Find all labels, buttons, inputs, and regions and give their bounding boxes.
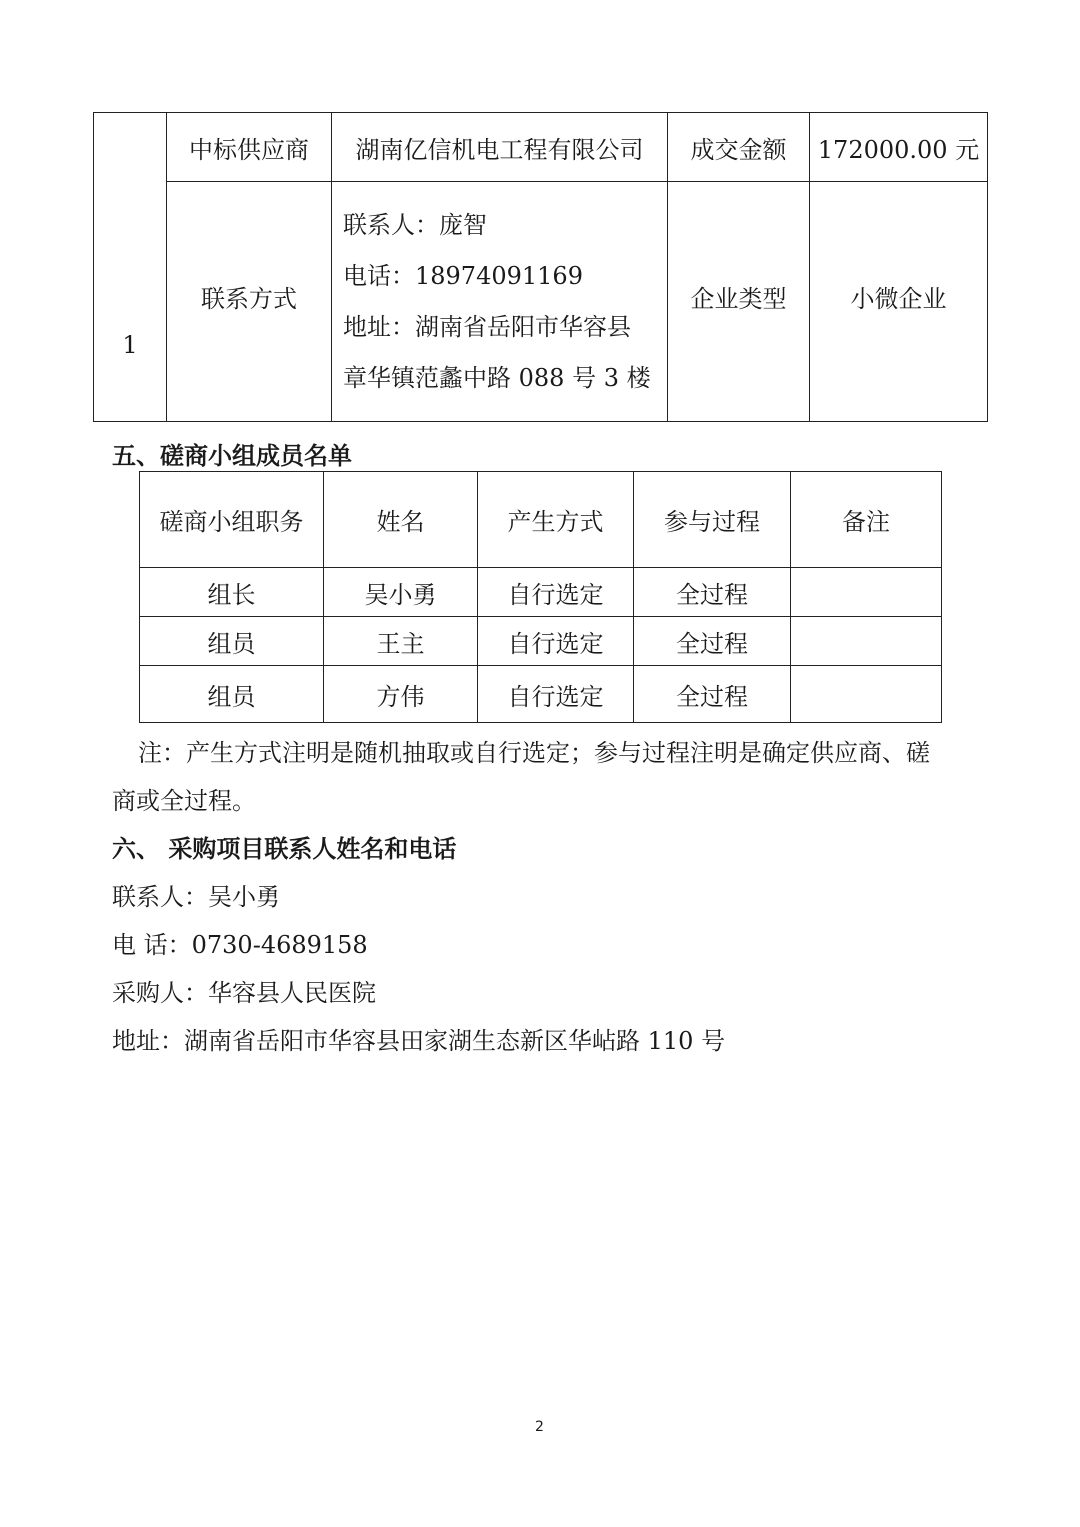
cell-role: 组员 bbox=[140, 666, 324, 723]
note-line1: 注：产生方式注明是随机抽取或自行选定；参与过程注明是确定供应商、磋 bbox=[138, 739, 930, 767]
contact-details bbox=[332, 182, 668, 422]
row-index: 1 bbox=[94, 113, 167, 422]
project-contact: 联系人：吴小勇 bbox=[112, 883, 280, 911]
cell-name: 王主 bbox=[324, 617, 478, 666]
table-row bbox=[140, 617, 942, 666]
section5-heading: 五、磋商小组成员名单 bbox=[112, 441, 352, 470]
cell-process: 全过程 bbox=[634, 568, 791, 617]
cell-name: 方伟 bbox=[324, 666, 478, 723]
cell-name: 吴小勇 bbox=[324, 568, 478, 617]
header-role: 磋商小组职务 bbox=[140, 472, 324, 568]
page-number: 2 bbox=[535, 1419, 544, 1435]
contact-label: 联系方式 bbox=[167, 182, 332, 422]
table-row bbox=[140, 666, 942, 723]
header-process: 参与过程 bbox=[634, 472, 791, 568]
winner-name: 湖南亿信机电工程有限公司 bbox=[332, 113, 668, 182]
cell-method: 自行选定 bbox=[478, 568, 634, 617]
cell-role: 组长 bbox=[140, 568, 324, 617]
header-name: 姓名 bbox=[324, 472, 478, 568]
cell-process: 全过程 bbox=[634, 666, 791, 723]
project-phone: 电 话：0730-4689158 bbox=[112, 931, 368, 959]
amount-value: 172000.00 元 bbox=[810, 113, 988, 182]
contact-address-line1: 地址：湖南省岳阳市华容县 bbox=[343, 312, 631, 341]
cell-remark bbox=[791, 568, 942, 617]
cell-process: 全过程 bbox=[634, 617, 791, 666]
contact-phone: 电话：18974091169 bbox=[343, 261, 583, 290]
section6-heading: 六、 采购项目联系人姓名和电话 bbox=[112, 834, 457, 863]
enterprise-type-label: 企业类型 bbox=[668, 182, 810, 422]
purchaser-address: 地址：湖南省岳阳市华容县田家湖生态新区华岾路 110 号 bbox=[112, 1027, 726, 1055]
cell-role: 组员 bbox=[140, 617, 324, 666]
note-line2: 商或全过程。 bbox=[112, 787, 256, 815]
table-row bbox=[140, 568, 942, 617]
cell-remark bbox=[791, 666, 942, 723]
amount-label: 成交金额 bbox=[668, 113, 810, 182]
supplier-table bbox=[93, 112, 988, 422]
cell-method: 自行选定 bbox=[478, 666, 634, 723]
purchaser: 采购人：华容县人民医院 bbox=[112, 979, 376, 1007]
table-header-row bbox=[140, 472, 942, 568]
enterprise-type-value: 小微企业 bbox=[810, 182, 988, 422]
header-remark: 备注 bbox=[791, 472, 942, 568]
header-method: 产生方式 bbox=[478, 472, 634, 568]
cell-remark bbox=[791, 617, 942, 666]
contact-person: 联系人：庞智 bbox=[343, 210, 487, 239]
panel-members-table bbox=[139, 471, 942, 723]
contact-address-line2: 章华镇范蠡中路 088 号 3 楼 bbox=[343, 363, 651, 392]
winner-label: 中标供应商 bbox=[167, 113, 332, 182]
cell-method: 自行选定 bbox=[478, 617, 634, 666]
